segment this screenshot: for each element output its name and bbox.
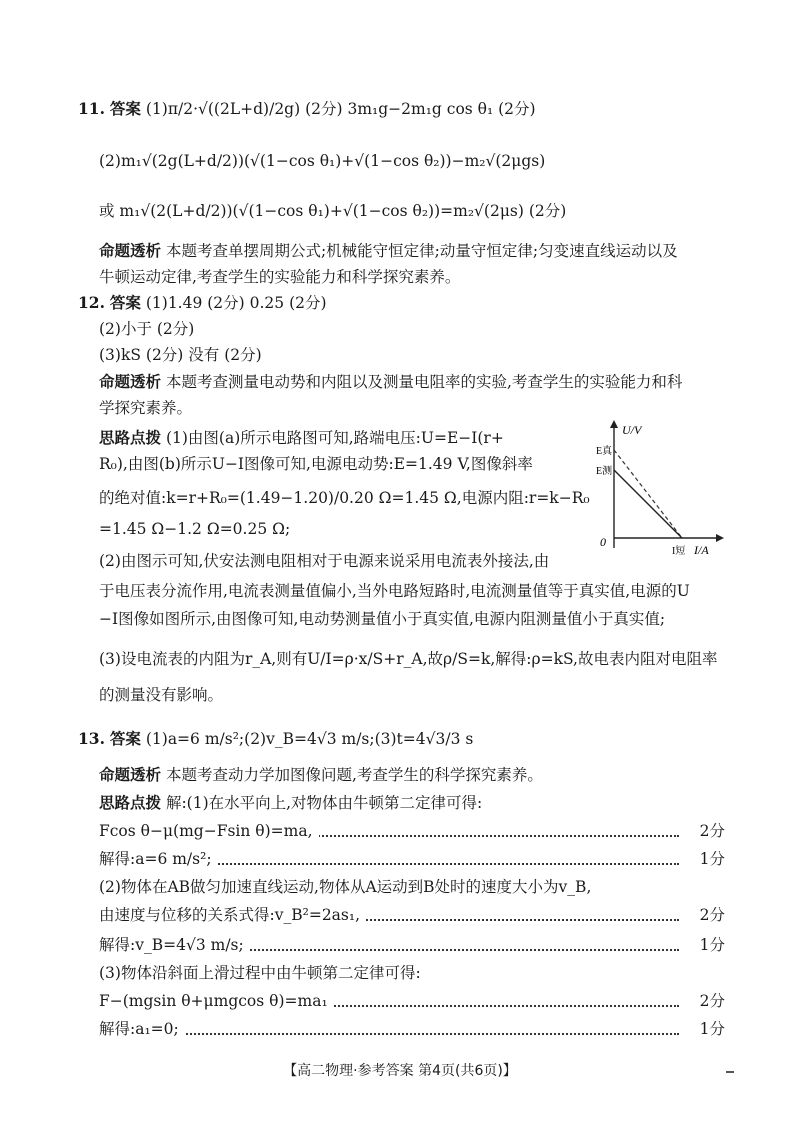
q11-number: 11.: [78, 99, 105, 118]
dot-leader: [99, 1033, 679, 1035]
q12-analysis-text2: 学探究素养。: [99, 399, 193, 417]
q13-analysis-line: [99, 764, 543, 786]
q13-answer-label: 答案: [109, 730, 141, 748]
q13-tips-text2: (2)物体在AB做匀加速直线运动,物体从A运动到B处时的速度大小为v_B,: [99, 878, 592, 896]
q13-eq6-score: 1分: [694, 1018, 725, 1040]
q13-eq6: 解得:a₁=0;: [99, 1018, 185, 1040]
q12-number: 12.: [78, 293, 105, 312]
page-footer: 【高二物理·参考答案 第4页(共6页)】: [283, 1063, 517, 1079]
q12-answer-3: (3)kS (2分) 没有 (2分): [99, 346, 262, 364]
q12-tips-text6: 于电压表分流作用,电流表测量值偏小,当外电路短路时,电流测量值等于真实值,电源的U: [99, 582, 690, 600]
q12-tips-text2: R₀),由图(b)所示U−I图像可知,电源电动势:E=1.49 V,图像斜率: [99, 455, 533, 473]
true-line-dashed: [614, 450, 682, 538]
q12-tips-text5: (2)由图示可知,伏安法测电阻相对于电源来说采用电流表外接法,由: [99, 552, 550, 570]
q13-tips-text1: 解:(1)在水平向上,对物体由牛顿第二定律可得:: [165, 794, 483, 812]
i-short-label: I短: [672, 546, 686, 557]
q11-analysis-line1: [99, 240, 678, 262]
q11-answer-line: [78, 98, 536, 120]
q13-analysis-text1: 本题考查动力学加图像问题,考查学生的科学探究素养。: [165, 766, 543, 784]
q11-analysis-text1: 本题考查单摆周期公式;机械能守恒定律;动量守恒定律;匀变速直线运动以及: [165, 242, 678, 260]
q11-analysis-text2: 牛顿运动定律,考查学生的实验能力和科学探究素养。: [99, 268, 461, 286]
ui-graph: [596, 420, 726, 560]
q13-eq2-row: [99, 848, 725, 870]
q13-answer-1: (1)a=6 m/s²;(2)v_B=4√3 m/s;(3)t=4√3/3 s: [145, 730, 474, 748]
q12-answer-line: [78, 292, 327, 314]
q12-tips-text7: −I图像如图所示,由图像可知,电动势测量值小于真实值,电源内阻测量值小于真实值;: [99, 610, 666, 628]
x-axis-label: I/A: [694, 543, 709, 557]
q13-eq3-row: [99, 904, 725, 926]
q13-eq3: 由速度与位移的关系式得:v_B²=2as₁,: [99, 904, 366, 926]
e-measured-label: E测: [596, 466, 613, 477]
q13-tips-line: [99, 792, 482, 814]
q12-answer-label: 答案: [109, 294, 141, 312]
q12-answer-2: (2)小于 (2分): [99, 320, 195, 338]
q12-tips-text1: (1)由图(a)所示电路图可知,路端电压:U=E−I(r+: [165, 429, 504, 447]
corner-mark: [726, 1071, 734, 1073]
q12-tips-label: 思路点拨: [99, 429, 162, 447]
q12-tips-line1: [99, 427, 504, 449]
q13-tips-text4: (3)物体沿斜面上滑过程中由牛顿第二定律可得:: [99, 964, 421, 982]
q12-tips-text9: 的测量没有影响。: [99, 686, 224, 704]
q13-eq5-row: [99, 990, 725, 1012]
x-axis-arrow: [716, 534, 724, 542]
q13-number: 13.: [78, 729, 105, 748]
q12-tips-text8: (3)设电流表的内阻为r_A,则有U/I=ρ·x/S+r_A,故ρ/S=k,解得:ρ=kS,故电表内阻对电阻率: [99, 650, 718, 668]
q12-tips-text3: 的绝对值:k=r+R₀=(1.49−1.20)/0.20 Ω=1.45 Ω,电源内阻:r=k−R₀: [99, 489, 590, 507]
q13-eq1-score: 2分: [694, 820, 725, 842]
q12-tips-text4: =1.45 Ω−1.2 Ω=0.25 Ω;: [99, 520, 291, 538]
q13-answer-line: [78, 728, 473, 750]
q13-eq4: 解得:v_B=4√3 m/s;: [99, 934, 250, 956]
q11-answer-2-alt: 或 m₁√(2(L+d/2))(√(1−cos θ₁)+√(1−cos θ₂))=m₂√(2μs) (2分): [99, 202, 567, 220]
q13-eq2-score: 1分: [694, 848, 725, 870]
q12-analysis-line1: [99, 371, 682, 393]
q13-eq4-score: 1分: [694, 934, 725, 956]
q13-eq3-score: 2分: [694, 904, 725, 926]
q11-analysis-label: 命题透析: [99, 242, 162, 260]
q13-eq1-row: [99, 820, 725, 842]
q13-eq5-score: 2分: [694, 990, 725, 1012]
q13-eq1: Fcos θ−μ(mg−Fsin θ)=ma,: [99, 820, 319, 842]
q11-answer-label: 答案: [109, 100, 141, 118]
q12-analysis-text1: 本题考查测量电动势和内阻以及测量电阻率的实验,考查学生的实验能力和科: [165, 373, 683, 391]
y-axis-arrow: [610, 420, 618, 428]
q13-eq6-row: [99, 1018, 725, 1040]
measured-line: [614, 470, 682, 538]
e-true-label: E真: [596, 446, 613, 457]
q13-eq2: 解得:a=6 m/s²;: [99, 848, 218, 870]
q12-analysis-label: 命题透析: [99, 373, 162, 391]
q13-eq4-row: [99, 934, 725, 956]
origin-label: 0: [600, 535, 606, 549]
q11-answer-1: (1)π/2·√((2L+d)/2g) (2分) 3m₁g−2m₁g cos θ₁ (2分): [145, 100, 536, 118]
y-axis-label: U/V: [622, 423, 642, 437]
q13-tips-label: 思路点拨: [99, 794, 162, 812]
q13-analysis-label: 命题透析: [99, 766, 162, 784]
q13-eq5: F−(mgsin θ+μmgcos θ)=ma₁: [99, 990, 334, 1012]
q12-answer-1: (1)1.49 (2分) 0.25 (2分): [145, 294, 327, 312]
q11-answer-2: (2)m₁√(2g(L+d/2))(√(1−cos θ₁)+√(1−cos θ₂))−m₂√(2μgs): [99, 152, 546, 170]
